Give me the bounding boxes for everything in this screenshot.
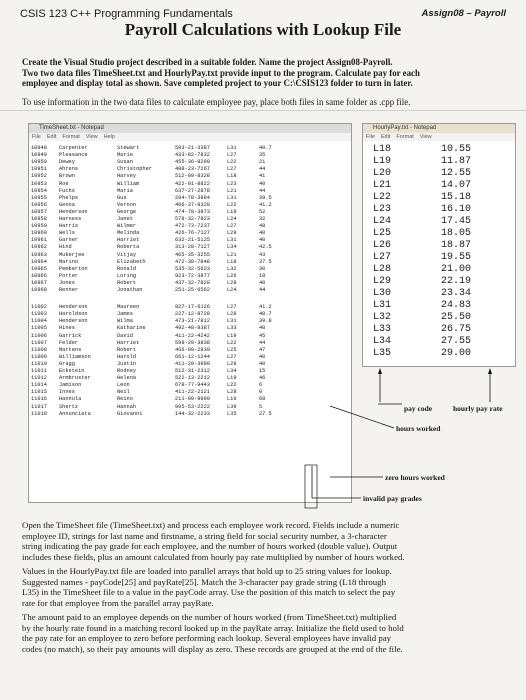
invalid-pay-label: invalid pay grades	[363, 494, 422, 503]
timesheet-field: 11010	[31, 360, 47, 367]
timesheet-field: Gragg	[59, 360, 75, 367]
timesheet-field: Harriet	[117, 237, 140, 244]
timesheet-field: L22	[227, 159, 237, 166]
timesheet-field: 15	[259, 368, 266, 374]
para-line: Values in the HourlyPay.txt file are loaded into parallel arrays that hold up to 25 string values for lookup.	[22, 566, 392, 576]
hourlypay-field: 16.10	[441, 204, 472, 215]
timesheet-field: Vernon	[117, 201, 137, 208]
timesheet-field: Martens	[59, 346, 82, 353]
timesheet-field: L18	[227, 173, 237, 180]
hourlypay-field: 29.00	[441, 348, 472, 359]
timesheet-field: L31	[227, 145, 237, 151]
timesheet-field: 68	[259, 396, 266, 403]
timesheet-field: Haroldson	[59, 311, 88, 318]
timesheet-field: David	[117, 332, 133, 339]
timesheet-field: Giovanni	[117, 410, 143, 417]
timesheet-field: 40	[259, 279, 266, 286]
timesheet-field: 474-78-3873	[175, 208, 210, 215]
timesheet-field: L19	[227, 208, 237, 215]
timesheet-field: 10965	[31, 265, 47, 272]
para-line: Open the TimeSheet file (TimeSheet.txt) and process each employee work record. Fields include a numeric	[22, 520, 400, 530]
timesheet-field: 18	[259, 272, 266, 279]
timesheet-field: L22	[227, 339, 237, 346]
timesheet-field: Leon	[117, 382, 130, 389]
timesheet-field: 466-99-2839	[175, 346, 210, 353]
timesheet-field: 313-28-7127	[175, 244, 210, 251]
hourlypay-field: 18.87	[441, 240, 472, 251]
timesheet-field: 10964	[31, 258, 47, 265]
timesheet-field: 433-82-7832	[175, 152, 210, 159]
timesheet-field: L21	[227, 251, 237, 258]
timesheet-field: 11004	[31, 318, 47, 325]
timesheet-field: 488-23-7267	[175, 166, 210, 173]
timesheet-field: Innes	[59, 389, 75, 396]
menu-item-view[interactable]: View	[419, 134, 432, 140]
timesheet-field: 455-36-8299	[175, 159, 210, 166]
timesheet-field: Felder	[59, 339, 79, 346]
hourlypay-field: L32	[373, 312, 392, 323]
timesheet-field: L22	[227, 201, 237, 208]
hourlypay-field: L25	[373, 228, 392, 239]
paragraph-1	[22, 520, 512, 562]
hourly-pay-rate-label: hourly pay rate	[453, 404, 503, 413]
hours-worked-label: hours worked	[396, 424, 441, 433]
timesheet-field: 44	[259, 166, 266, 173]
timesheet-field: 535-32-5623	[175, 265, 210, 272]
timesheet-field: L34	[227, 244, 237, 251]
para-line: the pay rate for an employee to zero before performing each lookup. Several employees have invalid pay	[22, 633, 392, 643]
timesheet-field: 10955	[31, 194, 47, 201]
timesheet-field: 40	[259, 360, 266, 367]
hourlypay-field: 11.87	[441, 156, 472, 167]
timesheet-field: L27	[227, 304, 237, 311]
timesheet-field: 40	[259, 353, 266, 360]
hourlypay-field: L34	[373, 336, 392, 347]
timesheet-field: 678-77-9443	[175, 382, 210, 389]
timesheet-field: 144-32-2233	[175, 410, 210, 417]
hourlypay-field: 18.05	[441, 228, 472, 239]
timesheet-field: 211-99-9999	[175, 396, 210, 403]
timesheet-field: 11007	[31, 339, 47, 346]
timesheet-field: Stewart	[117, 145, 140, 151]
assignment-label: Assign08 – Payroll	[421, 8, 506, 19]
menu-item-format[interactable]: Format	[62, 134, 80, 140]
timesheet-field: 411-22-4242	[175, 332, 210, 339]
hourlypay-field: L35	[373, 348, 392, 359]
timesheet-field: 11011	[31, 368, 47, 374]
page-title: Payroll Calculations with Lookup File	[124, 20, 402, 39]
timesheet-field: Henderson	[59, 208, 88, 215]
timesheet-field: 40	[259, 180, 266, 187]
para-line: includes these fields, plus an amount calculated from hourly pay rate multiplied by number of hours worked.	[22, 551, 405, 562]
timesheet-field: Genoa	[59, 201, 75, 208]
timesheet-field: Hind	[59, 244, 72, 251]
timesheet-field: Hannula	[59, 396, 82, 403]
timesheet-field: 632-21-5125	[175, 237, 210, 244]
timesheet-field: 52	[259, 208, 266, 215]
hourlypay-field: 12.55	[441, 168, 472, 179]
timesheet-field: Marino	[59, 258, 79, 265]
timesheet-field: Renner	[59, 287, 79, 293]
timesheet-field: 492-48-8387	[175, 325, 210, 332]
timesheet-field: Janet	[117, 216, 133, 222]
timesheet-field: 46	[259, 375, 266, 382]
timesheet-field: Pleasance	[59, 152, 88, 159]
timesheet-field: Hines	[59, 325, 75, 332]
menu-item-format[interactable]: Format	[396, 134, 414, 140]
hourlypay-field: 25.50	[441, 312, 472, 323]
timesheet-field: 11003	[31, 311, 47, 318]
timesheet-field: Williamson	[59, 353, 91, 360]
timesheet-field: 41	[259, 173, 266, 180]
hourlypay-field: 14.07	[441, 180, 472, 191]
timesheet-titlebar: TimeSheet.txt - Notepad	[29, 124, 351, 133]
hourlypay-field: L29	[373, 276, 392, 287]
timesheet-field: 39.8	[259, 318, 272, 325]
timesheet-field: 227-12-8728	[175, 311, 210, 318]
para-line: The amount paid to an employee depends on the number of hours worked (from TimeSheet.txt) multiplied	[22, 612, 397, 622]
timesheet-field: 637-27-2878	[175, 187, 210, 194]
timesheet-field: 10961	[31, 237, 47, 244]
timesheet-field: Wells	[59, 230, 75, 237]
timesheet-field: L33	[227, 325, 237, 332]
timesheet-field: 411-22-2121	[175, 389, 210, 396]
hourlypay-field: L30	[373, 288, 392, 299]
hourlypay-titlebar: HourlyPay.txt - Notepad	[363, 124, 515, 133]
menu-item-view[interactable]: View	[85, 134, 98, 140]
timesheet-field: Wilma	[117, 318, 133, 325]
timesheet-field: L28	[227, 279, 237, 286]
timesheet-field: George	[117, 208, 137, 215]
timesheet-field: 251-25-6562	[175, 287, 210, 293]
menu-item-help[interactable]: Help	[103, 134, 115, 140]
timesheet-field: 11002	[31, 304, 47, 311]
timesheet-field: 10957	[31, 208, 47, 215]
timesheet-field: Robert	[117, 346, 137, 353]
timesheet-field: L21	[227, 187, 237, 194]
timesheet-field: 10956	[31, 201, 47, 208]
hourlypay-field: 15.18	[441, 192, 472, 203]
timesheet-field: Reino	[117, 396, 133, 403]
zero-hours-label: zero hours worked	[385, 473, 445, 482]
timesheet-field: L32	[227, 265, 237, 272]
timesheet-field: 47	[259, 346, 266, 353]
timesheet-field: Jonathan	[117, 287, 143, 293]
hourlypay-field: L22	[373, 192, 392, 203]
timesheet-field: 599-29-3838	[175, 339, 210, 346]
intro-note: To use information in the two data files to calculate employee pay, place both files in same folder as .cpp file.	[22, 97, 411, 107]
timesheet-field: 512-31-2312	[175, 368, 210, 374]
timesheet-field: 10968	[31, 287, 47, 293]
para-line: rate for that employee from the parallel array payRate.	[22, 597, 214, 608]
timesheet-field: 37.5	[259, 258, 272, 265]
menu-item-edit[interactable]: Edit	[380, 134, 391, 140]
timesheet-field: 11005	[31, 325, 47, 332]
timesheet-field: L25	[227, 346, 237, 353]
timesheet-field: Maureen	[117, 304, 140, 311]
timesheet-field: 10951	[31, 166, 47, 173]
timesheet-field: Harness	[59, 216, 82, 222]
timesheet-field: 465-35-3255	[175, 251, 210, 258]
timesheet-field: 30	[259, 265, 266, 272]
timesheet-field: Katharine	[117, 325, 146, 332]
timesheet-field: 40	[259, 237, 266, 244]
timesheet-field: Jamison	[59, 382, 82, 389]
timesheet-field: L27	[227, 353, 237, 360]
timesheet-field: 45	[259, 332, 266, 339]
timesheet-field: 437-32-7828	[175, 279, 210, 286]
timesheet-field: Henderson	[59, 318, 88, 325]
timesheet-field: L28	[227, 311, 237, 318]
timesheet-field: L19	[227, 332, 237, 339]
timesheet-field: 10958	[31, 216, 47, 222]
timesheet-field: L29	[227, 360, 237, 367]
timesheet-field: Carpenter	[59, 145, 88, 151]
timesheet-field: Annunciata	[59, 410, 91, 417]
timesheet-field: Jones	[59, 279, 75, 286]
timesheet-field: 10949	[31, 152, 47, 159]
timesheet-field: 32	[259, 216, 266, 222]
hourlypay-field: L27	[373, 252, 392, 263]
timesheet-field: 40	[259, 325, 266, 332]
timesheet-field: 44	[259, 187, 266, 194]
timesheet-field: Henderson	[59, 304, 88, 311]
timesheet-field: 11015	[31, 389, 47, 396]
timesheet-field: L22	[227, 382, 237, 389]
hourlypay-field: L23	[373, 204, 392, 215]
hourlypay-field: L18	[373, 144, 392, 155]
timesheet-field: 472-38-7848	[175, 258, 210, 265]
timesheet-field: Dewey	[59, 159, 75, 166]
timesheet-field: Harriet	[117, 339, 140, 346]
timesheet-field: 11008	[31, 346, 47, 353]
hourlypay-field: 26.75	[441, 324, 472, 335]
timesheet-field: L34	[227, 368, 237, 374]
timesheet-field: Harvey	[117, 173, 137, 180]
hourlypay-field: L26	[373, 240, 392, 251]
timesheet-field: 10960	[31, 230, 47, 237]
hourlypay-field: L24	[373, 216, 392, 227]
timesheet-field: 10948	[31, 145, 47, 151]
pay-code-label: pay code	[404, 404, 433, 413]
timesheet-field: L26	[227, 272, 237, 279]
timesheet-field: L27	[227, 166, 237, 173]
paragraph-2	[22, 566, 512, 608]
para-line: by the hourly rate found in a matching record looked up in the payRate array. Initialize the field used to hold	[22, 622, 404, 633]
timesheet-field: L18	[227, 258, 237, 265]
timesheet-field: 35	[259, 152, 266, 159]
timesheet-field: L24	[227, 216, 237, 222]
hourlypay-field: 27.55	[441, 336, 472, 347]
menu-item-file[interactable]: File	[32, 134, 41, 140]
timesheet-field: 426-76-7127	[175, 230, 210, 237]
timesheet-field: Christopher	[117, 166, 152, 173]
para-line: string indicating the pay grade for each employee, and the number of hours worked (double value). Output	[22, 541, 398, 551]
timesheet-field: Maria	[117, 187, 133, 194]
timesheet-field: 10962	[31, 244, 47, 251]
timesheet-field: 44	[259, 287, 266, 293]
timesheet-field: 411-20-3999	[175, 360, 210, 367]
timesheet-field: 11006	[31, 332, 47, 339]
timesheet-field: 923-72-3877	[175, 272, 210, 279]
menu-item-edit[interactable]: Edit	[46, 134, 57, 140]
timesheet-field: Justin	[117, 360, 137, 367]
timesheet-field: L23	[227, 180, 237, 187]
timesheet-field: 11014	[31, 382, 47, 389]
hourlypay-field: L19	[373, 156, 392, 167]
timesheet-field: 43	[259, 251, 266, 258]
timesheet-field: 473-21-7812	[175, 318, 210, 325]
timesheet-field: Robert	[117, 279, 137, 286]
course-title: CSIS 123 C++ Programming Fundamentals	[20, 8, 233, 20]
timesheet-field: 41.2	[259, 304, 272, 311]
timesheet-field: William	[117, 180, 140, 187]
timesheet-field: L39	[227, 403, 237, 410]
timesheet-field: L29	[227, 230, 237, 237]
para-line: Suggested names - payCode[25] and payRate[25]. Match the 3-character pay grade string (L18 through	[22, 576, 386, 587]
intro-line: Two two data files TimeSheet.txt and HourlyPay.txt provide input to the program. Calculate pay for each	[22, 67, 420, 78]
timesheet-field: 11012	[31, 375, 47, 382]
timesheet-field: 21	[259, 159, 266, 166]
timesheet-field: Elizabeth	[117, 258, 146, 265]
menu-item-file[interactable]: File	[366, 134, 375, 140]
intro-line: employee and display total as shown. Save completed project to your C:\CSIS123 folder to turn in later.	[22, 78, 413, 89]
timesheet-field: 40.7	[259, 145, 272, 151]
para-line: codes (no match), so their pay amounts will display as zero. These records are grouped at the end of the file.	[22, 643, 403, 654]
timesheet-field: Phelps	[59, 194, 79, 201]
timesheet-field: Ahrens	[59, 166, 79, 173]
timesheet-field: Roe	[59, 180, 69, 187]
timesheet-field: L27	[227, 223, 237, 230]
intro-line: Create the Visual Studio project described in a suitable folder. Name the project Assign08-Payroll.	[22, 57, 393, 67]
timesheet-field: L35	[227, 410, 237, 417]
hourlypay-field: 19.55	[441, 252, 472, 263]
timesheet-field: 11017	[31, 403, 47, 410]
timesheet-field: 905-53-2222	[175, 403, 210, 410]
para-line: employee ID, strings for last name and firstname, a string field for social security number, a 3-character	[22, 530, 387, 541]
timesheet-field: 503-21-3387	[175, 145, 210, 151]
timesheet-field: Porter	[59, 272, 79, 279]
timesheet-field: 827-17-6126	[175, 304, 210, 311]
timesheet-field: 6	[259, 382, 263, 389]
timesheet-field: 10966	[31, 272, 47, 279]
timesheet-field: 512-89-8328	[175, 173, 210, 180]
timesheet-field: 522-13-2212	[175, 375, 210, 382]
timesheet-field: L19	[227, 375, 237, 382]
timesheet-field: Mukerjee	[59, 251, 85, 258]
timesheet-field: Pemberton	[59, 265, 88, 272]
timesheet-field: Fuchs	[59, 187, 75, 194]
timesheet-field: 11018	[31, 410, 47, 417]
timesheet-field: Loring	[117, 272, 137, 279]
hourlypay-field: 10.55	[441, 144, 472, 155]
hourlypay-field: L33	[373, 324, 392, 335]
timesheet-field: Susan	[117, 159, 133, 166]
timesheet-field: 284-78-3884	[175, 194, 210, 201]
timesheet-field: Wilmer	[117, 223, 137, 230]
timesheet-field: Garrick	[59, 332, 82, 339]
timesheet-field: L31	[227, 318, 237, 325]
timesheet-field: 10952	[31, 173, 47, 180]
hourlypay-field: 17.45	[441, 216, 472, 227]
timesheet-field: 10967	[31, 279, 47, 286]
timesheet-field: Brown	[59, 173, 75, 180]
hourlypay-field: L31	[373, 300, 392, 311]
timesheet-field: L28	[227, 389, 237, 396]
hourlypay-field: 21.00	[441, 264, 472, 275]
timesheet-field: 578-32-7823	[175, 216, 210, 222]
timesheet-field: 10950	[31, 159, 47, 166]
timesheet-field: 10954	[31, 187, 47, 194]
hourlypay-field: L20	[373, 168, 392, 179]
timesheet-field: 41.2	[259, 201, 272, 208]
timesheet-field: Neil	[117, 389, 130, 396]
timesheet-field: Shertz	[59, 403, 79, 410]
timesheet-field: Helena	[117, 375, 137, 382]
timesheet-field: 472-73-7237	[175, 223, 210, 230]
timesheet-field: Armbruster	[59, 375, 91, 382]
timesheet-field: 48	[259, 223, 266, 230]
para-line: L35) in the TimeSheet file to a value in the payCode array. Use the position of this match to select the pay	[22, 587, 396, 597]
hourlypay-field: L21	[373, 180, 392, 191]
timesheet-field: L27	[227, 152, 237, 159]
hourlypay-field: 24.83	[441, 300, 472, 311]
timesheet-field: 27.5	[259, 410, 272, 417]
timesheet-field: L31	[227, 194, 237, 201]
timesheet-field: James	[117, 311, 133, 318]
timesheet-field: L10	[227, 396, 237, 403]
timesheet-field: 44	[259, 339, 266, 346]
timesheet-field: 42.5	[259, 244, 272, 251]
timesheet-field: Ronald	[117, 265, 137, 272]
timesheet-field: 466-37-8328	[175, 201, 210, 208]
timesheet-field: Roberta	[117, 244, 140, 251]
timesheet-field: Rodney	[117, 368, 137, 374]
timesheet-field: Vitjay	[117, 251, 137, 258]
timesheet-field: 11016	[31, 396, 47, 403]
hourlypay-field: 23.34	[441, 288, 472, 299]
paragraph-3	[22, 612, 512, 654]
timesheet-field: 39.5	[259, 194, 272, 201]
timesheet-field: Garner	[59, 237, 79, 244]
timesheet-field: Harris	[59, 223, 79, 230]
timesheet-field: Hannah	[117, 403, 137, 410]
timesheet-field: 11009	[31, 353, 47, 360]
timesheet-field: Eckstein	[59, 368, 85, 374]
timesheet-field: Gus	[117, 194, 127, 201]
timesheet-field: Harold	[117, 353, 137, 360]
timesheet-field: 40.7	[259, 311, 272, 318]
timesheet-field: 422-91-8822	[175, 180, 210, 187]
timesheet-field: 661-12-1244	[175, 353, 210, 360]
timesheet-field: L31	[227, 237, 237, 244]
timesheet-field: 40	[259, 230, 266, 237]
timesheet-field: Marie	[117, 152, 133, 159]
timesheet-field: 10963	[31, 251, 47, 258]
timesheet-field: 5	[259, 403, 263, 410]
timesheet-field: 10959	[31, 223, 47, 230]
hourlypay-field: L28	[373, 264, 392, 275]
timesheet-field: 10953	[31, 180, 47, 187]
timesheet-field: L24	[227, 287, 237, 293]
hourlypay-field: 22.19	[441, 276, 472, 287]
timesheet-field: Melinda	[117, 230, 140, 237]
timesheet-field: 0	[259, 389, 263, 396]
